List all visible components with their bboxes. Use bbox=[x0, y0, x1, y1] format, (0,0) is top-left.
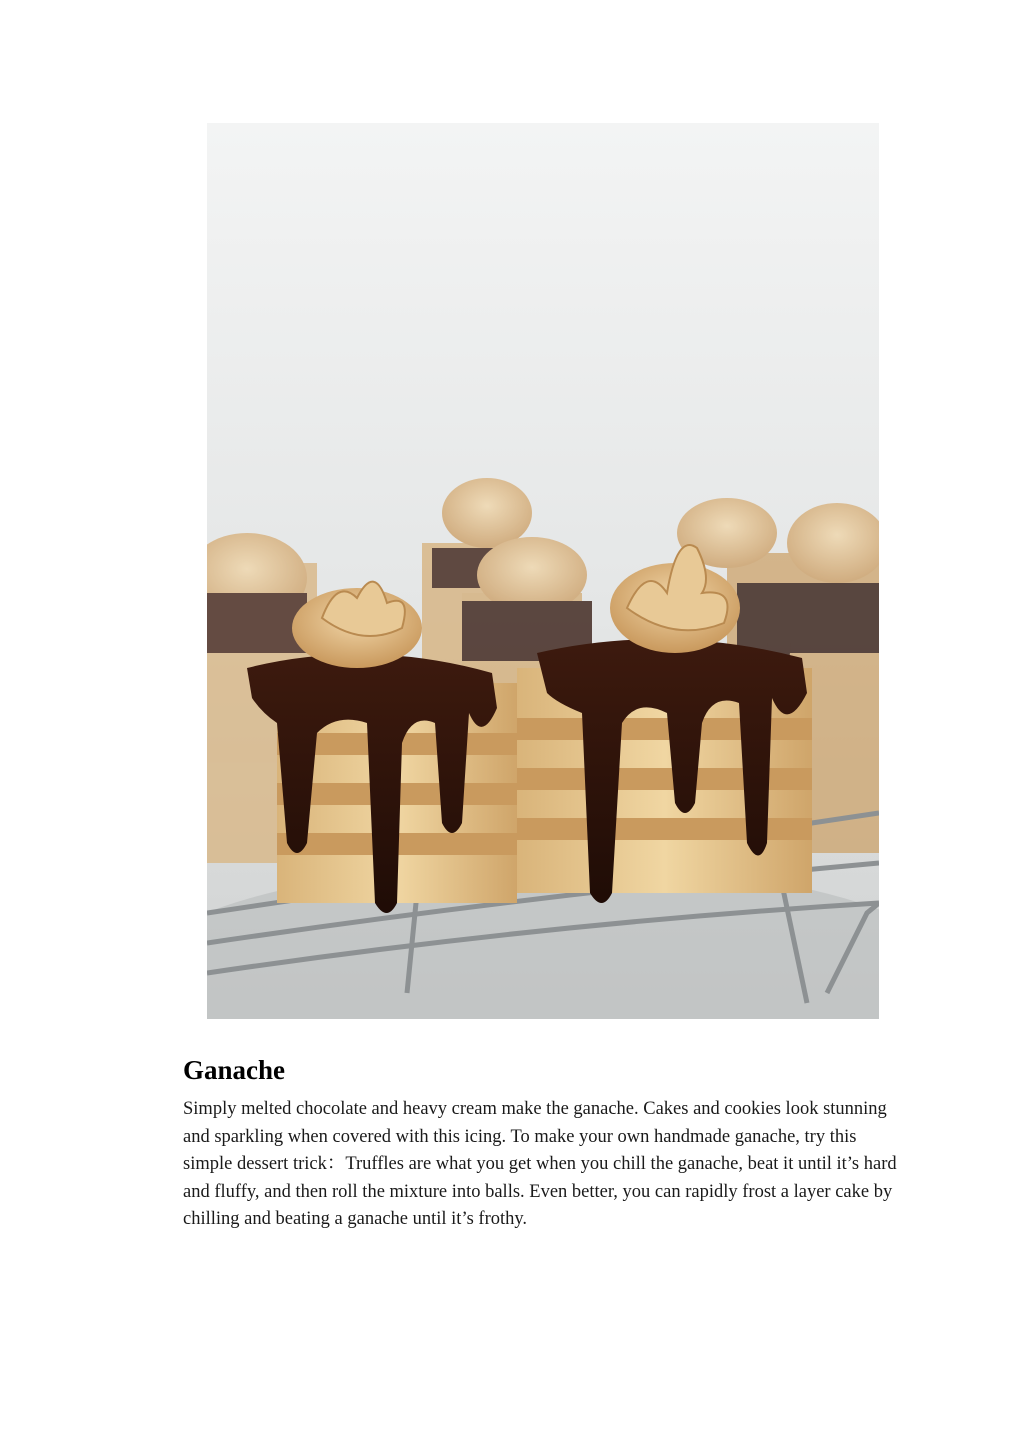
section-heading: Ganache bbox=[183, 1055, 286, 1085]
cake-photo bbox=[207, 123, 879, 1019]
body-paragraph: Simply melted chocolate and heavy cream make the ganache. Cakes and cookies look stunning and sparkling when covered with this icing. To make your own handmade ganache, try this simple dessert trick：Truffles are what you get when you chill the ganache, beat it until it’s hard and fluffy, and then roll the mixture into balls. Even better, you can rapidly frost a layer cake by chilling and beating a ganache until it’s frothy. bbox=[183, 1099, 897, 1230]
